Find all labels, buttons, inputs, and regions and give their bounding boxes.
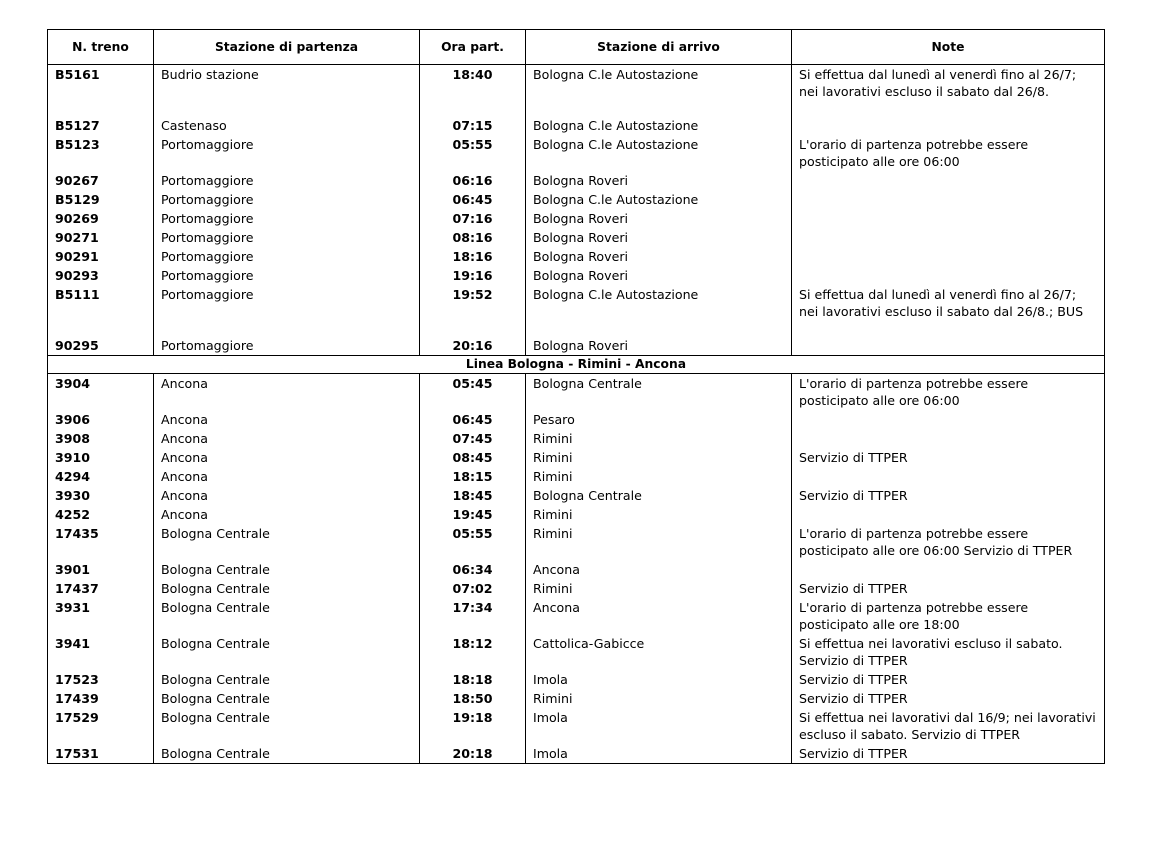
departure-station: Bologna Centrale	[154, 560, 420, 579]
note: Si effettua nei lavorativi escluso il sabato. Servizio di TTPER	[792, 634, 1105, 670]
departure-station: Portomaggiore	[154, 190, 420, 209]
table-row	[48, 209, 1105, 228]
arrival-station: Ancona	[526, 560, 792, 579]
table-row	[48, 579, 1105, 598]
section-header-row	[48, 356, 1105, 374]
table-row	[48, 429, 1105, 448]
note: L'orario di partenza potrebbe essere posticipato alle ore 06:00	[792, 135, 1105, 171]
train-number: B5161	[48, 65, 154, 117]
table-row	[48, 247, 1105, 266]
arrival-station: Rimini	[526, 448, 792, 467]
departure-time: 18:40	[420, 65, 526, 117]
section-title: Linea Bologna - Rimini - Ancona	[48, 356, 1105, 374]
table-row	[48, 228, 1105, 247]
table-row	[48, 598, 1105, 634]
arrival-station: Imola	[526, 670, 792, 689]
train-number: 4252	[48, 505, 154, 524]
departure-station: Bologna Centrale	[154, 744, 420, 764]
arrival-station: Bologna Centrale	[526, 374, 792, 411]
departure-station: Portomaggiore	[154, 266, 420, 285]
arrival-station: Rimini	[526, 579, 792, 598]
arrival-station: Imola	[526, 708, 792, 744]
header-arrival-station: Stazione di arrivo	[526, 30, 792, 65]
departure-station: Budrio stazione	[154, 65, 420, 117]
arrival-station: Rimini	[526, 429, 792, 448]
arrival-station: Bologna Roveri	[526, 171, 792, 190]
header-train-no: N. treno	[48, 30, 154, 65]
table-row	[48, 744, 1105, 764]
note	[792, 247, 1105, 266]
train-number: 3930	[48, 486, 154, 505]
table-row	[48, 505, 1105, 524]
table-row	[48, 634, 1105, 670]
departure-time: 18:45	[420, 486, 526, 505]
departure-time: 08:45	[420, 448, 526, 467]
departure-station: Ancona	[154, 486, 420, 505]
table-row	[48, 285, 1105, 336]
departure-station: Ancona	[154, 505, 420, 524]
departure-station: Bologna Centrale	[154, 524, 420, 560]
departure-time: 20:16	[420, 336, 526, 356]
departure-time: 20:18	[420, 744, 526, 764]
table-row	[48, 410, 1105, 429]
header-row	[48, 30, 1105, 65]
note: L'orario di partenza potrebbe essere posticipato alle ore 18:00	[792, 598, 1105, 634]
departure-time: 06:16	[420, 171, 526, 190]
arrival-station: Bologna C.le Autostazione	[526, 65, 792, 117]
header-notes: Note	[792, 30, 1105, 65]
table-row	[48, 689, 1105, 708]
note: Servizio di TTPER	[792, 448, 1105, 467]
note: Servizio di TTPER	[792, 579, 1105, 598]
departure-time: 05:55	[420, 135, 526, 171]
train-number: 17435	[48, 524, 154, 560]
departure-time: 19:16	[420, 266, 526, 285]
arrival-station: Bologna C.le Autostazione	[526, 285, 792, 336]
train-number: B5129	[48, 190, 154, 209]
table-row	[48, 171, 1105, 190]
departure-station: Portomaggiore	[154, 247, 420, 266]
header-departure-time: Ora part.	[420, 30, 526, 65]
departure-station: Ancona	[154, 410, 420, 429]
departure-station: Bologna Centrale	[154, 670, 420, 689]
departure-station: Portomaggiore	[154, 285, 420, 336]
note: L'orario di partenza potrebbe essere posticipato alle ore 06:00 Servizio di TTPER	[792, 524, 1105, 560]
departure-time: 18:50	[420, 689, 526, 708]
train-number: 3908	[48, 429, 154, 448]
arrival-station: Rimini	[526, 689, 792, 708]
departure-time: 17:34	[420, 598, 526, 634]
table-row	[48, 486, 1105, 505]
departure-time: 05:45	[420, 374, 526, 411]
departure-station: Portomaggiore	[154, 135, 420, 171]
table-row	[48, 467, 1105, 486]
note	[792, 190, 1105, 209]
train-number: 3901	[48, 560, 154, 579]
train-number: B5123	[48, 135, 154, 171]
departure-time: 18:12	[420, 634, 526, 670]
table-row	[48, 336, 1105, 356]
departure-time: 06:34	[420, 560, 526, 579]
departure-station: Portomaggiore	[154, 228, 420, 247]
departure-station: Bologna Centrale	[154, 634, 420, 670]
arrival-station: Imola	[526, 744, 792, 764]
table-row	[48, 670, 1105, 689]
departure-time: 05:55	[420, 524, 526, 560]
note	[792, 560, 1105, 579]
departure-station: Bologna Centrale	[154, 708, 420, 744]
note: Servizio di TTPER	[792, 744, 1105, 764]
table-row	[48, 708, 1105, 744]
train-number: 3910	[48, 448, 154, 467]
departure-time: 18:16	[420, 247, 526, 266]
departure-station: Ancona	[154, 467, 420, 486]
arrival-station: Bologna C.le Autostazione	[526, 135, 792, 171]
note	[792, 467, 1105, 486]
departure-station: Bologna Centrale	[154, 579, 420, 598]
train-number: B5127	[48, 116, 154, 135]
train-number: 17529	[48, 708, 154, 744]
train-number: 90293	[48, 266, 154, 285]
departure-station: Bologna Centrale	[154, 598, 420, 634]
arrival-station: Bologna Roveri	[526, 228, 792, 247]
arrival-station: Bologna Roveri	[526, 336, 792, 356]
departure-time: 06:45	[420, 190, 526, 209]
table-row	[48, 374, 1105, 411]
note	[792, 336, 1105, 356]
note	[792, 410, 1105, 429]
train-number: 17523	[48, 670, 154, 689]
table-row	[48, 524, 1105, 560]
arrival-station: Pesaro	[526, 410, 792, 429]
train-number: 3906	[48, 410, 154, 429]
departure-time: 07:45	[420, 429, 526, 448]
arrival-station: Bologna C.le Autostazione	[526, 190, 792, 209]
header-departure-station: Stazione di partenza	[154, 30, 420, 65]
table-row	[48, 266, 1105, 285]
departure-station: Ancona	[154, 448, 420, 467]
departure-station: Ancona	[154, 429, 420, 448]
departure-station: Bologna Centrale	[154, 689, 420, 708]
train-number: 17531	[48, 744, 154, 764]
note	[792, 228, 1105, 247]
table-row	[48, 135, 1105, 171]
note: Servizio di TTPER	[792, 486, 1105, 505]
train-number: 90295	[48, 336, 154, 356]
note	[792, 505, 1105, 524]
arrival-station: Cattolica-Gabicce	[526, 634, 792, 670]
note	[792, 171, 1105, 190]
departure-station: Portomaggiore	[154, 171, 420, 190]
arrival-station: Bologna Centrale	[526, 486, 792, 505]
timetable	[47, 29, 1105, 764]
departure-station: Ancona	[154, 374, 420, 411]
departure-time: 08:16	[420, 228, 526, 247]
arrival-station: Ancona	[526, 598, 792, 634]
train-number: 4294	[48, 467, 154, 486]
note	[792, 209, 1105, 228]
arrival-station: Rimini	[526, 505, 792, 524]
note	[792, 266, 1105, 285]
note: Si effettua dal lunedì al venerdì fino al 26/7; nei lavorativi escluso il sabato dal 26/8.; BUS	[792, 285, 1105, 336]
train-number: 3941	[48, 634, 154, 670]
note: Servizio di TTPER	[792, 689, 1105, 708]
train-number: 90269	[48, 209, 154, 228]
note	[792, 116, 1105, 135]
departure-time: 18:18	[420, 670, 526, 689]
arrival-station: Bologna Roveri	[526, 209, 792, 228]
note	[792, 429, 1105, 448]
table-row	[48, 560, 1105, 579]
departure-time: 07:02	[420, 579, 526, 598]
departure-time: 19:52	[420, 285, 526, 336]
note: Si effettua dal lunedì al venerdì fino al 26/7; nei lavorativi escluso il sabato dal 26/8.	[792, 65, 1105, 117]
note: L'orario di partenza potrebbe essere posticipato alle ore 06:00	[792, 374, 1105, 411]
departure-station: Castenaso	[154, 116, 420, 135]
departure-time: 07:16	[420, 209, 526, 228]
departure-station: Portomaggiore	[154, 209, 420, 228]
table-row	[48, 190, 1105, 209]
table-row	[48, 65, 1105, 117]
arrival-station: Rimini	[526, 524, 792, 560]
departure-time: 18:15	[420, 467, 526, 486]
note: Servizio di TTPER	[792, 670, 1105, 689]
arrival-station: Bologna C.le Autostazione	[526, 116, 792, 135]
arrival-station: Bologna Roveri	[526, 247, 792, 266]
table-row	[48, 448, 1105, 467]
arrival-station: Bologna Roveri	[526, 266, 792, 285]
train-number: 90271	[48, 228, 154, 247]
train-number: 17439	[48, 689, 154, 708]
departure-time: 07:15	[420, 116, 526, 135]
train-number: 90291	[48, 247, 154, 266]
departure-station: Portomaggiore	[154, 336, 420, 356]
departure-time: 19:45	[420, 505, 526, 524]
departure-time: 06:45	[420, 410, 526, 429]
note: Si effettua nei lavorativi dal 16/9; nei lavorativi escluso il sabato. Servizio di TTPER	[792, 708, 1105, 744]
train-number: 3904	[48, 374, 154, 411]
train-number: B5111	[48, 285, 154, 336]
arrival-station: Rimini	[526, 467, 792, 486]
train-number: 3931	[48, 598, 154, 634]
train-number: 17437	[48, 579, 154, 598]
train-number: 90267	[48, 171, 154, 190]
table-row	[48, 116, 1105, 135]
departure-time: 19:18	[420, 708, 526, 744]
